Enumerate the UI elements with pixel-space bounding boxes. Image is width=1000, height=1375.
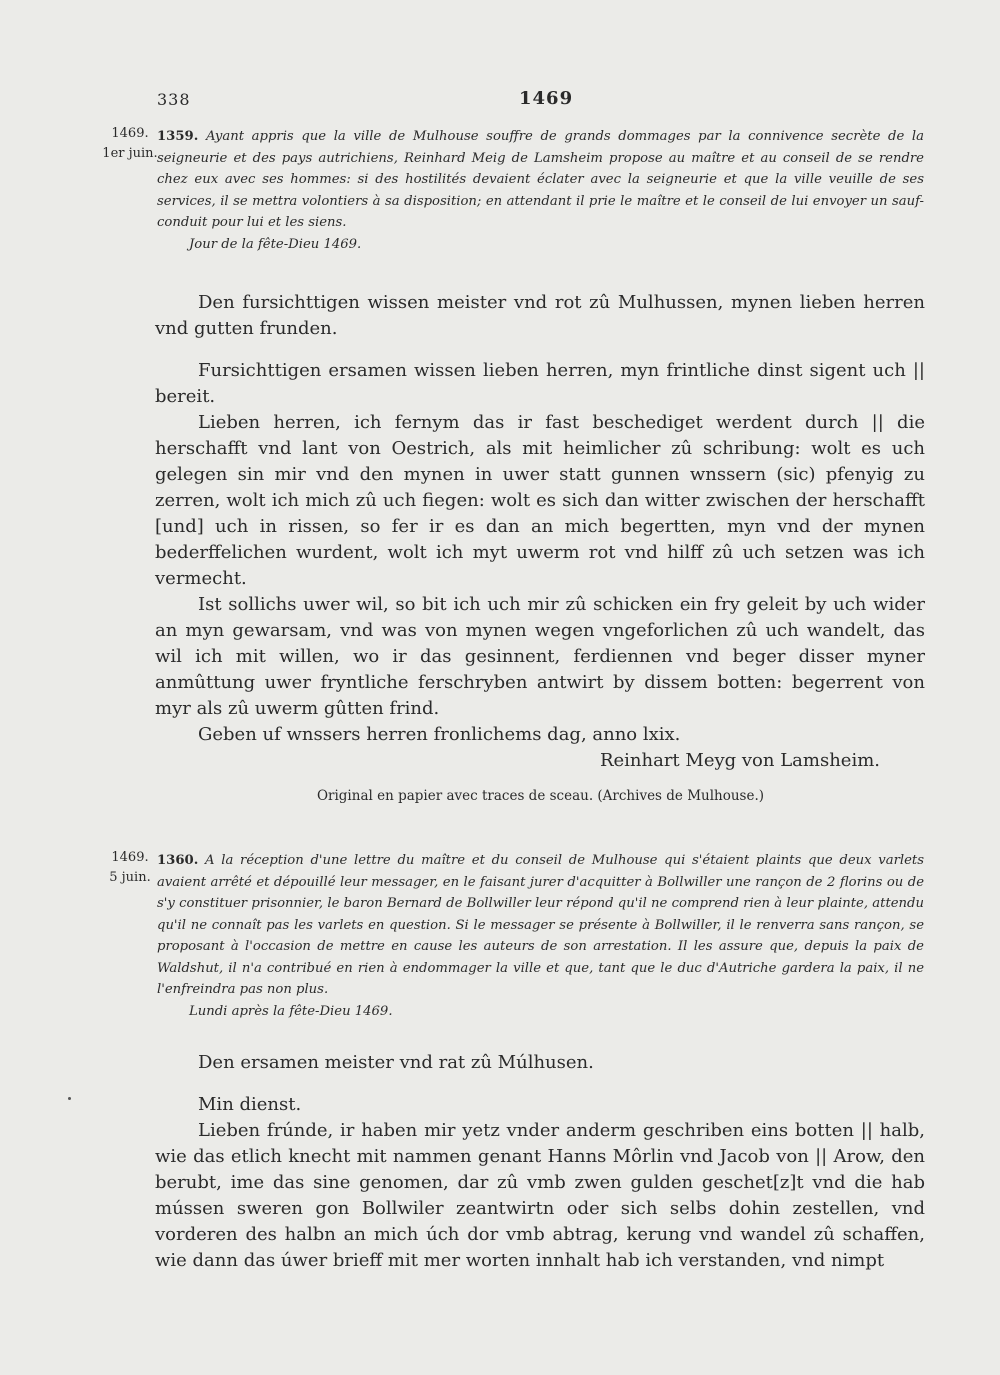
letter-paragraph: Geben uf wnssers herren fronlichems dag, anno lxix.: [198, 724, 681, 745]
letter-1359: [155, 290, 925, 774]
letter-paragraph: Ist sollichs uwer wil, so bit ich uch mir zû schicken ein fry geleit by uch wider an myn gewarsam, vnd was von mynen wegen vngeforlichen zû uch wandelt, das wil ich mit willen, wo ir das gesinnent, ferdiennen vnd beger disser myner anmûttung uwer fryntliche ferschryben antwirt by dissem botten: begerrent von myr als zû uwerm gûtten frind.: [155, 594, 925, 719]
regest-text: A la réception d'une lettre du maître et du conseil de Mulhouse qui s'étaient plaints que deux varlets avaient arrêté et dépouillé leur messager, en le faisant jurer d'acquitter à Bollwiller une rançon de 2 florins ou de s'y constituer prisonnier, le baron Bernard de Bollwiller leur répond qu'il ne comprend rien à leur plainte, attendu qu'il ne connaît pas les varlets en question. Si le messager se présente à Bollwiller, il le renverra sans rançon, se proposant à l'occasion de mettre en cause les auteurs de son arrestation. Il les assure que, depuis la paix de Waldshut, il n'a contribué en rien à endommager la ville et que, tant que le duc d'Autriche gardera la paix, il ne l'enfreindra pas non plus.: [157, 853, 924, 997]
source-note-1359: Original en papier avec traces de sceau. (Archives de Mulhouse.): [316, 788, 765, 804]
regest-text: Ayant appris que la ville de Mulhouse souffre de grands dommages par la connivence secrète de la seigneurie et des pays autrichiens, Reinhard Meig de Lamsheim propose au maître et au conseil de se rendre chez eux avec ses hommes: si des hostilités devaient éclater avec la seigneurie et que la ville veuille de ses services, il se mettra volontiers à sa disposition; en attendant il prie le maître et le conseil de lui envoyer un sauf-conduit pour lui et les siens.: [157, 129, 924, 230]
regest-date: Jour de la fête-Dieu 1469.: [189, 236, 362, 252]
margin-year: 1469.: [111, 850, 149, 865]
regest-date: Lundi après la fête-Dieu 1469.: [189, 1003, 393, 1019]
document-number: 1360.: [157, 853, 199, 868]
margin-day: 1er juin.: [102, 146, 158, 161]
letter-signature: Reinhart Meyg von Lamsheim.: [599, 750, 880, 771]
margin-day: 5 juin.: [109, 870, 151, 885]
letter-greeting: Fursichttigen ersamen wissen lieben herren, myn frintliche dinst sigent uch || bereit.: [155, 360, 925, 407]
page-number: 338: [157, 90, 191, 109]
letter-greeting: Min dienst.: [198, 1094, 302, 1115]
margin-year: 1469.: [111, 126, 149, 141]
running-head-year: 1469: [519, 88, 574, 109]
letter-address: Den ersamen meister vnd rat zû Múlhusen.: [198, 1052, 594, 1073]
document-number: 1359.: [157, 129, 199, 144]
letter-paragraph: Lieben herren, ich fernym das ir fast beschediget werdent durch || die herschafft vnd lant von Oestrich, als mit heimlicher zû schribung: wolt es uch gelegen sin mir vnd den mynen in uwer statt gunnen wnssern (sic) pfenyig zu zerren, wolt ich mich zû uch fiegen: wolt es sich dan witter zwischen der herschafft [und] uch in rissen, so fer ir es dan an mich begertten, myn vnd der mynen bederffelichen wurdent, wolt ich myt uwerm rot vnd hilff zû uch setzen was ich vermecht.: [155, 412, 925, 589]
letter-address: Den fursichttigen wissen meister vnd rot zû Mulhussen, mynen lieben herren vnd gutten frunden.: [155, 292, 925, 339]
stray-dot: [68, 1097, 71, 1100]
regest-1359: [157, 126, 924, 255]
letter-paragraph: Lieben frúnde, ir haben mir yetz vnder anderm geschriben eins botten || halb, wie das etlich knecht mit nammen genant Hanns Môrlin vnd Jacob von || Arow, den berubt, ime das sine genomen, dar zû vmb zwen gulden geschet[z]t vnd die hab mússen sweren gon Bollwiler zeantwirtn oder sich selbs dohin zestellen, vnd vorderen des halbn an mich úch dor vmb abtrag, kerung vnd wandel zû schaffen, wie dann das úwer brieff mit mer worten innhalt hab ich verstanden, vnd nimpt: [155, 1120, 925, 1271]
letter-1360: [155, 1050, 925, 1274]
regest-1360: [157, 850, 924, 1022]
